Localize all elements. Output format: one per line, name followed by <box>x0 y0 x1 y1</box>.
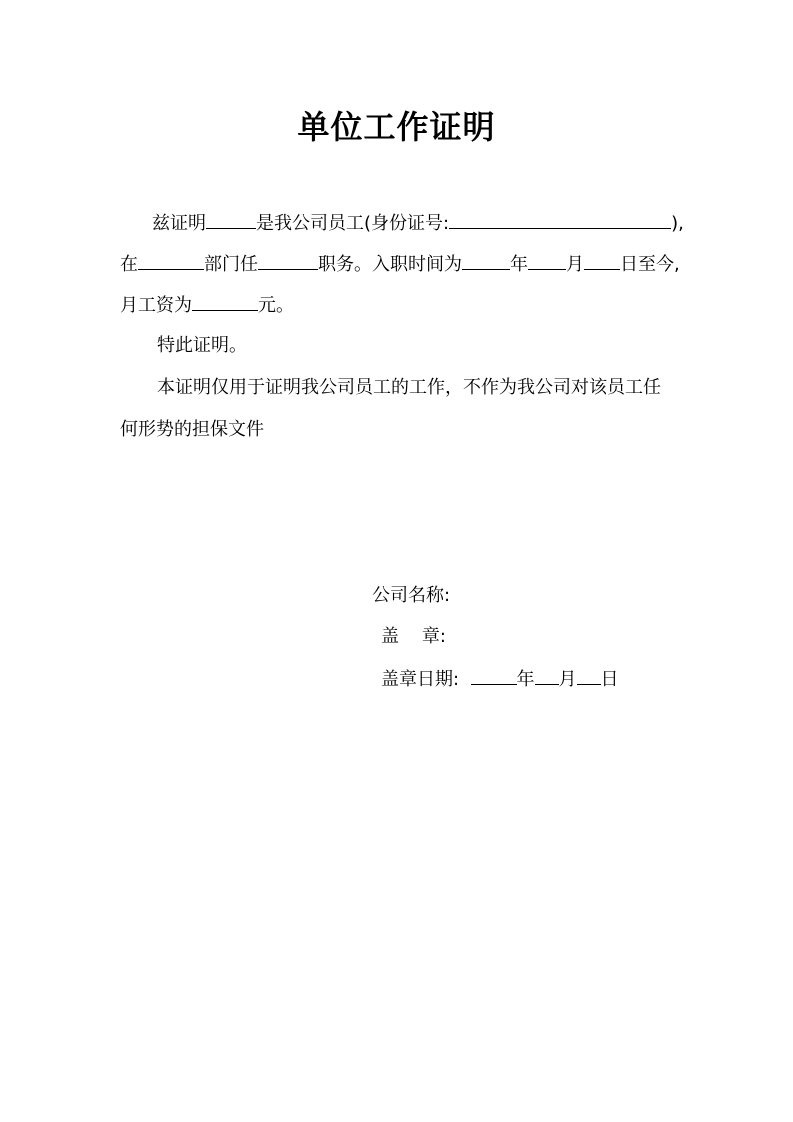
body-line-4: 特此证明。 <box>157 335 247 356</box>
company-name-label: 公司名称: <box>372 585 451 606</box>
text-department-role: 部门任 <box>204 254 258 275</box>
blank-seal-year[interactable] <box>471 666 517 685</box>
text-employee-id-label: 是我公司员工(身份证号: <box>256 213 450 234</box>
blank-seal-month[interactable] <box>535 666 559 685</box>
seal-date-label: 盖章日期: <box>381 669 460 690</box>
text-salary-label: 月工资为 <box>120 295 192 316</box>
text-seal-month: 月 <box>558 669 577 690</box>
text-certify: 兹证明 <box>152 213 206 234</box>
blank-seal-day[interactable] <box>577 666 601 685</box>
blank-hire-day[interactable] <box>584 251 620 270</box>
text-currency: 元。 <box>258 295 294 316</box>
seal-date-line <box>381 666 619 692</box>
blank-id-number[interactable] <box>449 210 671 229</box>
text-at: 在 <box>120 254 138 275</box>
document-title: 单位工作证明 <box>297 108 496 146</box>
seal-label: 盖 章: <box>381 626 446 647</box>
text-seal-year: 年 <box>516 669 535 690</box>
text-day-to-now: 日至今, <box>620 254 680 275</box>
blank-hire-year[interactable] <box>462 251 510 270</box>
text-position-hire: 职务。入职时间为 <box>318 254 462 275</box>
body-line-6: 何形势的担保文件 <box>120 419 264 440</box>
text-year: 年 <box>510 254 528 275</box>
blank-employee-name[interactable] <box>206 210 256 229</box>
text-close-paren: ), <box>671 213 684 234</box>
body-line-5: 本证明仅用于证明我公司员工的工作，不作为我公司对该员工任 <box>157 377 661 398</box>
text-month: 月 <box>566 254 584 275</box>
text-seal-day: 日 <box>600 669 619 690</box>
body-line-3 <box>120 292 294 318</box>
blank-salary[interactable] <box>192 292 258 311</box>
blank-position[interactable] <box>258 251 318 270</box>
body-line-2 <box>120 251 680 277</box>
body-line-1 <box>152 210 684 236</box>
blank-hire-month[interactable] <box>528 251 566 270</box>
blank-department[interactable] <box>138 251 204 270</box>
